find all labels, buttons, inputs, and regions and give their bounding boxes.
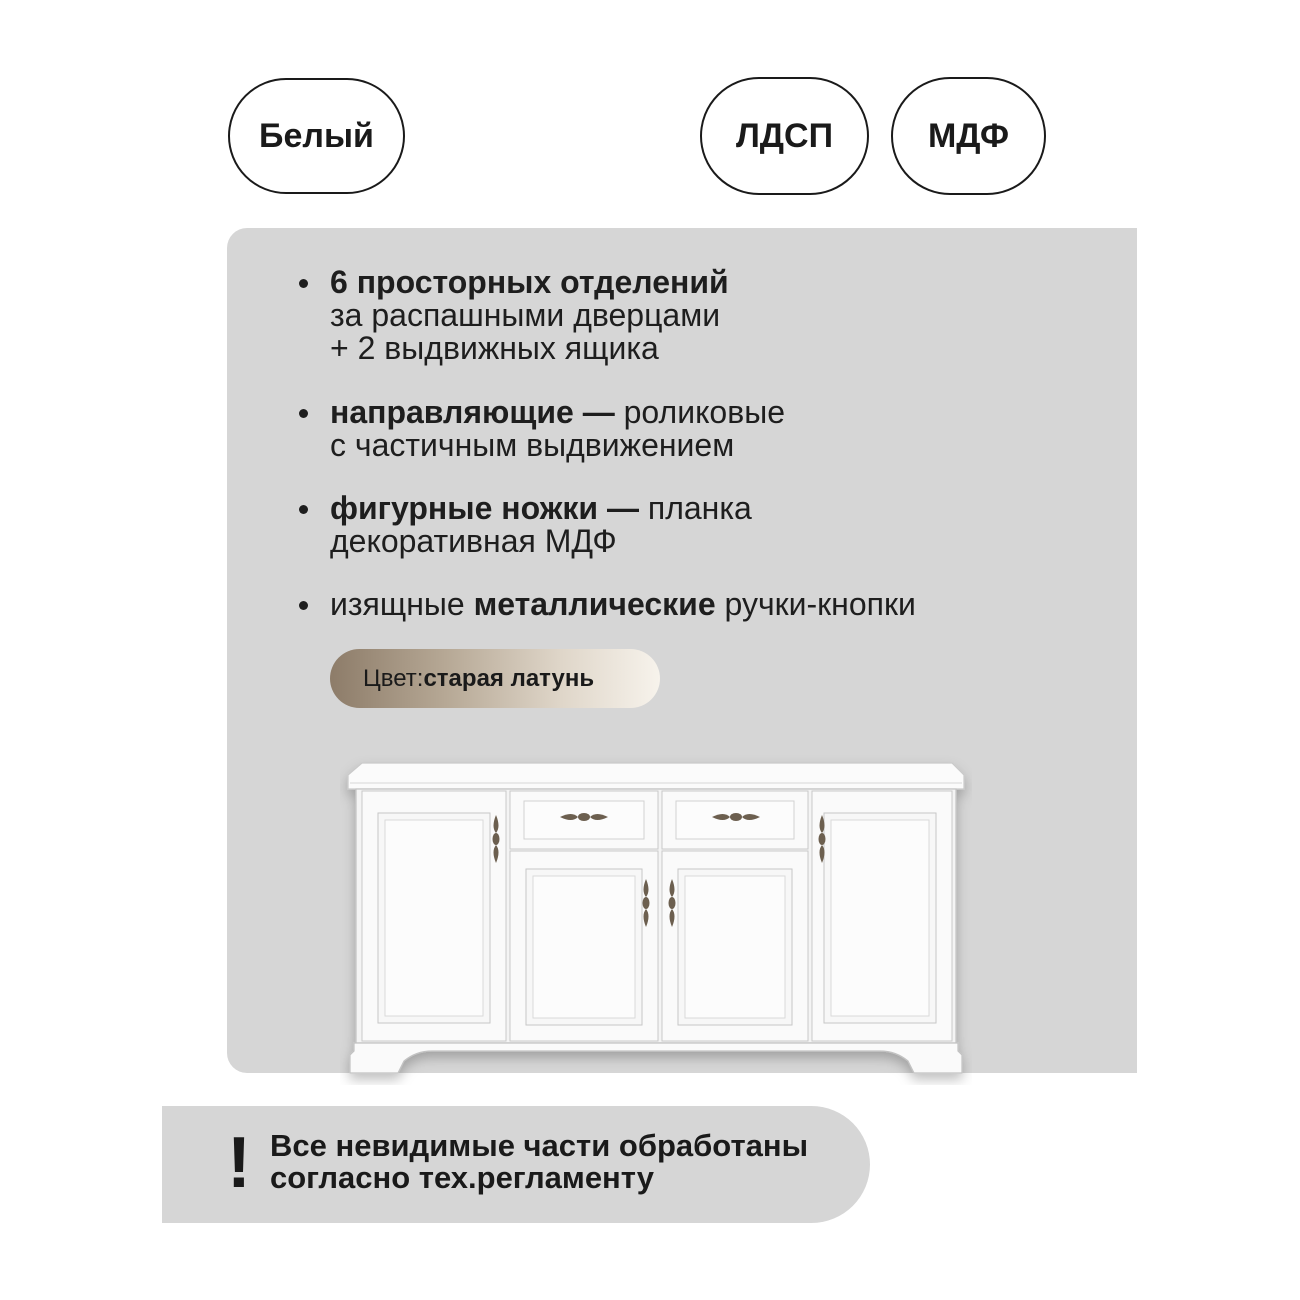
handle-color-label: Цвет: <box>363 664 424 692</box>
notice-line: согласно тех.регламенту <box>270 1160 654 1195</box>
sideboard-image <box>340 755 972 1085</box>
notice-banner <box>162 1106 870 1223</box>
feature-text: декоративная МДФ <box>330 523 617 559</box>
feature-item <box>330 588 1090 621</box>
feature-text: с частичным выдвижением <box>330 427 735 463</box>
feature-list <box>330 266 1090 652</box>
notice-line: Все невидимые части обработаны <box>270 1128 809 1163</box>
material-tag-mdf: МДФ <box>891 77 1046 195</box>
feature-text: ручки-кнопки <box>715 586 916 622</box>
handle-color-badge <box>330 649 660 708</box>
handle-color-value: старая латунь <box>423 664 595 692</box>
feature-text: изящные <box>330 586 474 622</box>
feature-bold: фигурные ножки — <box>330 490 639 526</box>
feature-item <box>330 266 1090 365</box>
feature-text: + 2 выдвижных ящика <box>330 330 659 366</box>
feature-text: роликовые <box>614 394 786 430</box>
exclamation-icon: ! <box>227 1123 251 1203</box>
feature-item <box>330 492 1090 558</box>
feature-bold: направляющие — <box>330 394 615 430</box>
feature-text: за распашными дверцами <box>330 297 721 333</box>
feature-item <box>330 396 1090 462</box>
notice-text <box>270 1130 808 1194</box>
material-tag-ldsp: ЛДСП <box>700 77 869 195</box>
feature-text: планка <box>638 490 752 526</box>
feature-bold: 6 просторных отделений <box>330 264 729 300</box>
feature-bold: металлические <box>473 586 716 622</box>
color-tag: Белый <box>228 78 405 194</box>
